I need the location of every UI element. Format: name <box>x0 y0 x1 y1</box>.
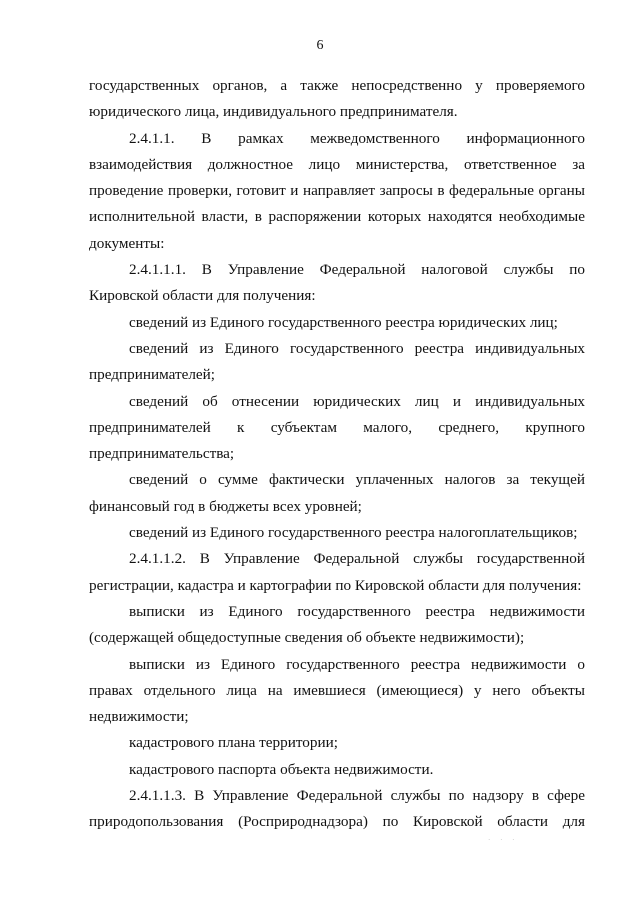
paragraph: 2.4.1.1.3. В Управление Федеральной службы по надзору в сфере природопользования (Росприроднадзора) по Кировской области для <box>89 787 585 831</box>
paragraph: кадастрового паспорта объекта недвижимости. <box>129 760 434 778</box>
scan-artifact: · · · <box>488 836 519 844</box>
paragraph: выписки из Единого государственного реестра недвижимости (содержащей общедоступные сведения об объекте недвижимости); <box>89 602 585 647</box>
paragraph: сведений из Единого государственного реестра индивидуальных предпринимателей; <box>89 339 585 384</box>
paragraph: сведений из Единого государственного реестра юридических лиц; <box>129 313 558 331</box>
paragraph: государственных органов, а также непосредственно у проверяемого юридического лица, индивидуального предпринимателя. <box>89 77 585 121</box>
paragraph: кадастрового плана территории; <box>129 734 338 752</box>
paragraph: 2.4.1.1.2. В Управление Федеральной службы государственной регистрации, кадастра и картографии по Кировской области для получения: <box>89 550 585 594</box>
paragraph: 2.4.1.1. В рамках межведомственного информационного взаимодействия должностное лицо министерства, ответственное за проведение проверки, готовит и направляет запросы в федеральные органы исполнительной власти, в распоряжении которых находятся необходимые документы: <box>89 129 585 252</box>
paragraph: 2.4.1.1.1. В Управление Федеральной налоговой службы по Кировской области для получения: <box>89 261 585 305</box>
page-number: 6 <box>316 38 324 53</box>
paragraph: сведений из Единого государственного реестра налогоплательщиков; <box>129 524 578 542</box>
paragraph: сведений об отнесении юридических лиц и индивидуальных предпринимателей к субъектам малого, среднего, крупного предпринимательства; <box>89 392 585 463</box>
paragraph: выписки из Единого государственного реестра недвижимости о правах отдельного лица на имевшиеся (имеющиеся) у него объекты недвижимости; <box>89 655 585 726</box>
document-body <box>89 73 585 836</box>
paragraph: сведений о сумме фактически уплаченных налогов за текущей финансовый год в бюджеты всех уровней; <box>89 471 585 515</box>
